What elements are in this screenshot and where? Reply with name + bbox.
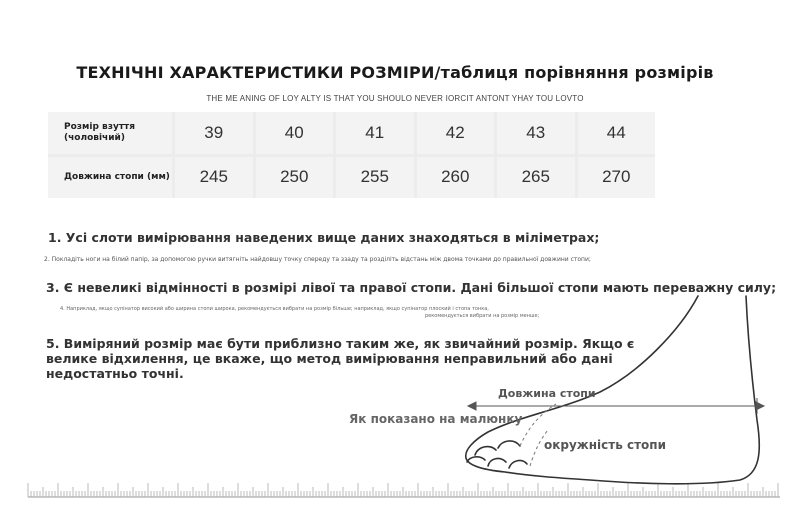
note-left-right: 3. Є невеликі відмінності в розмірі лівої та правої стопи. Дані більшої стопи мають переважну силу; (46, 280, 777, 295)
shoe-size-cell: 42 (417, 112, 495, 154)
note-arch-width-cont: рекомендується вибрати на розмір менше; (425, 313, 540, 319)
shoe-size-cell: 44 (578, 112, 656, 154)
note-deviation: 5. Виміряний розмір має бути приблизно таким же, як звичайний розмір. Якщо є велике відхилення, це вкаже, що метод вимірювання неправильний або дані недостатньо точні. (46, 336, 635, 381)
as-shown-label: Як показано на малюнку (349, 412, 523, 426)
row-label-foot-length: Довжина стопи (мм) (48, 157, 172, 199)
shoe-size-cell: 39 (175, 112, 253, 154)
page-subtitle: THE ME ANING OF LOY ALTY IS THAT YOU SHOULO NEVER IORCIT ANTONT YHAY TOU LOVTO (206, 94, 584, 103)
note-measure-method: 2. Покладіть ноги на білий папір, за допомогою ручки витягніть найдовшу точку спереду та ззаду та розділіть відстань між двома точками до правильної довжини стопи; (44, 256, 591, 263)
foot-circumference-label: окружність стопи (544, 438, 666, 452)
shoe-size-cell: 41 (336, 112, 414, 154)
page-title: ТЕХНІЧНІ ХАРАКТЕРИСТИКИ РОЗМІРИ/таблиця порівняння розмірів (76, 63, 714, 82)
foot-length-cell: 270 (578, 157, 656, 199)
foot-length-cell: 260 (417, 157, 495, 199)
foot-length-cell: 265 (497, 157, 575, 199)
ruler-icon (28, 483, 780, 497)
note-arch-width: 4. Наприклад, якщо супінатор високий або ширина стопи широка, рекомендується вибрати на розмір більше; наприклад, якщо супінатор плоский і стопа тонка, (60, 306, 489, 312)
note-units: 1. Усі слоти вимірювання наведених вище даних знаходяться в міліметрах; (48, 230, 600, 245)
shoe-size-cell: 40 (256, 112, 334, 154)
foot-length-cell: 245 (175, 157, 253, 199)
foot-length-cell: 250 (256, 157, 334, 199)
row-label-shoe-size: Розмір взуття (чоловічий) (48, 112, 172, 154)
foot-length-cell: 255 (336, 157, 414, 199)
foot-length-label: Довжина стопи (498, 387, 596, 400)
shoe-size-cell: 43 (497, 112, 575, 154)
